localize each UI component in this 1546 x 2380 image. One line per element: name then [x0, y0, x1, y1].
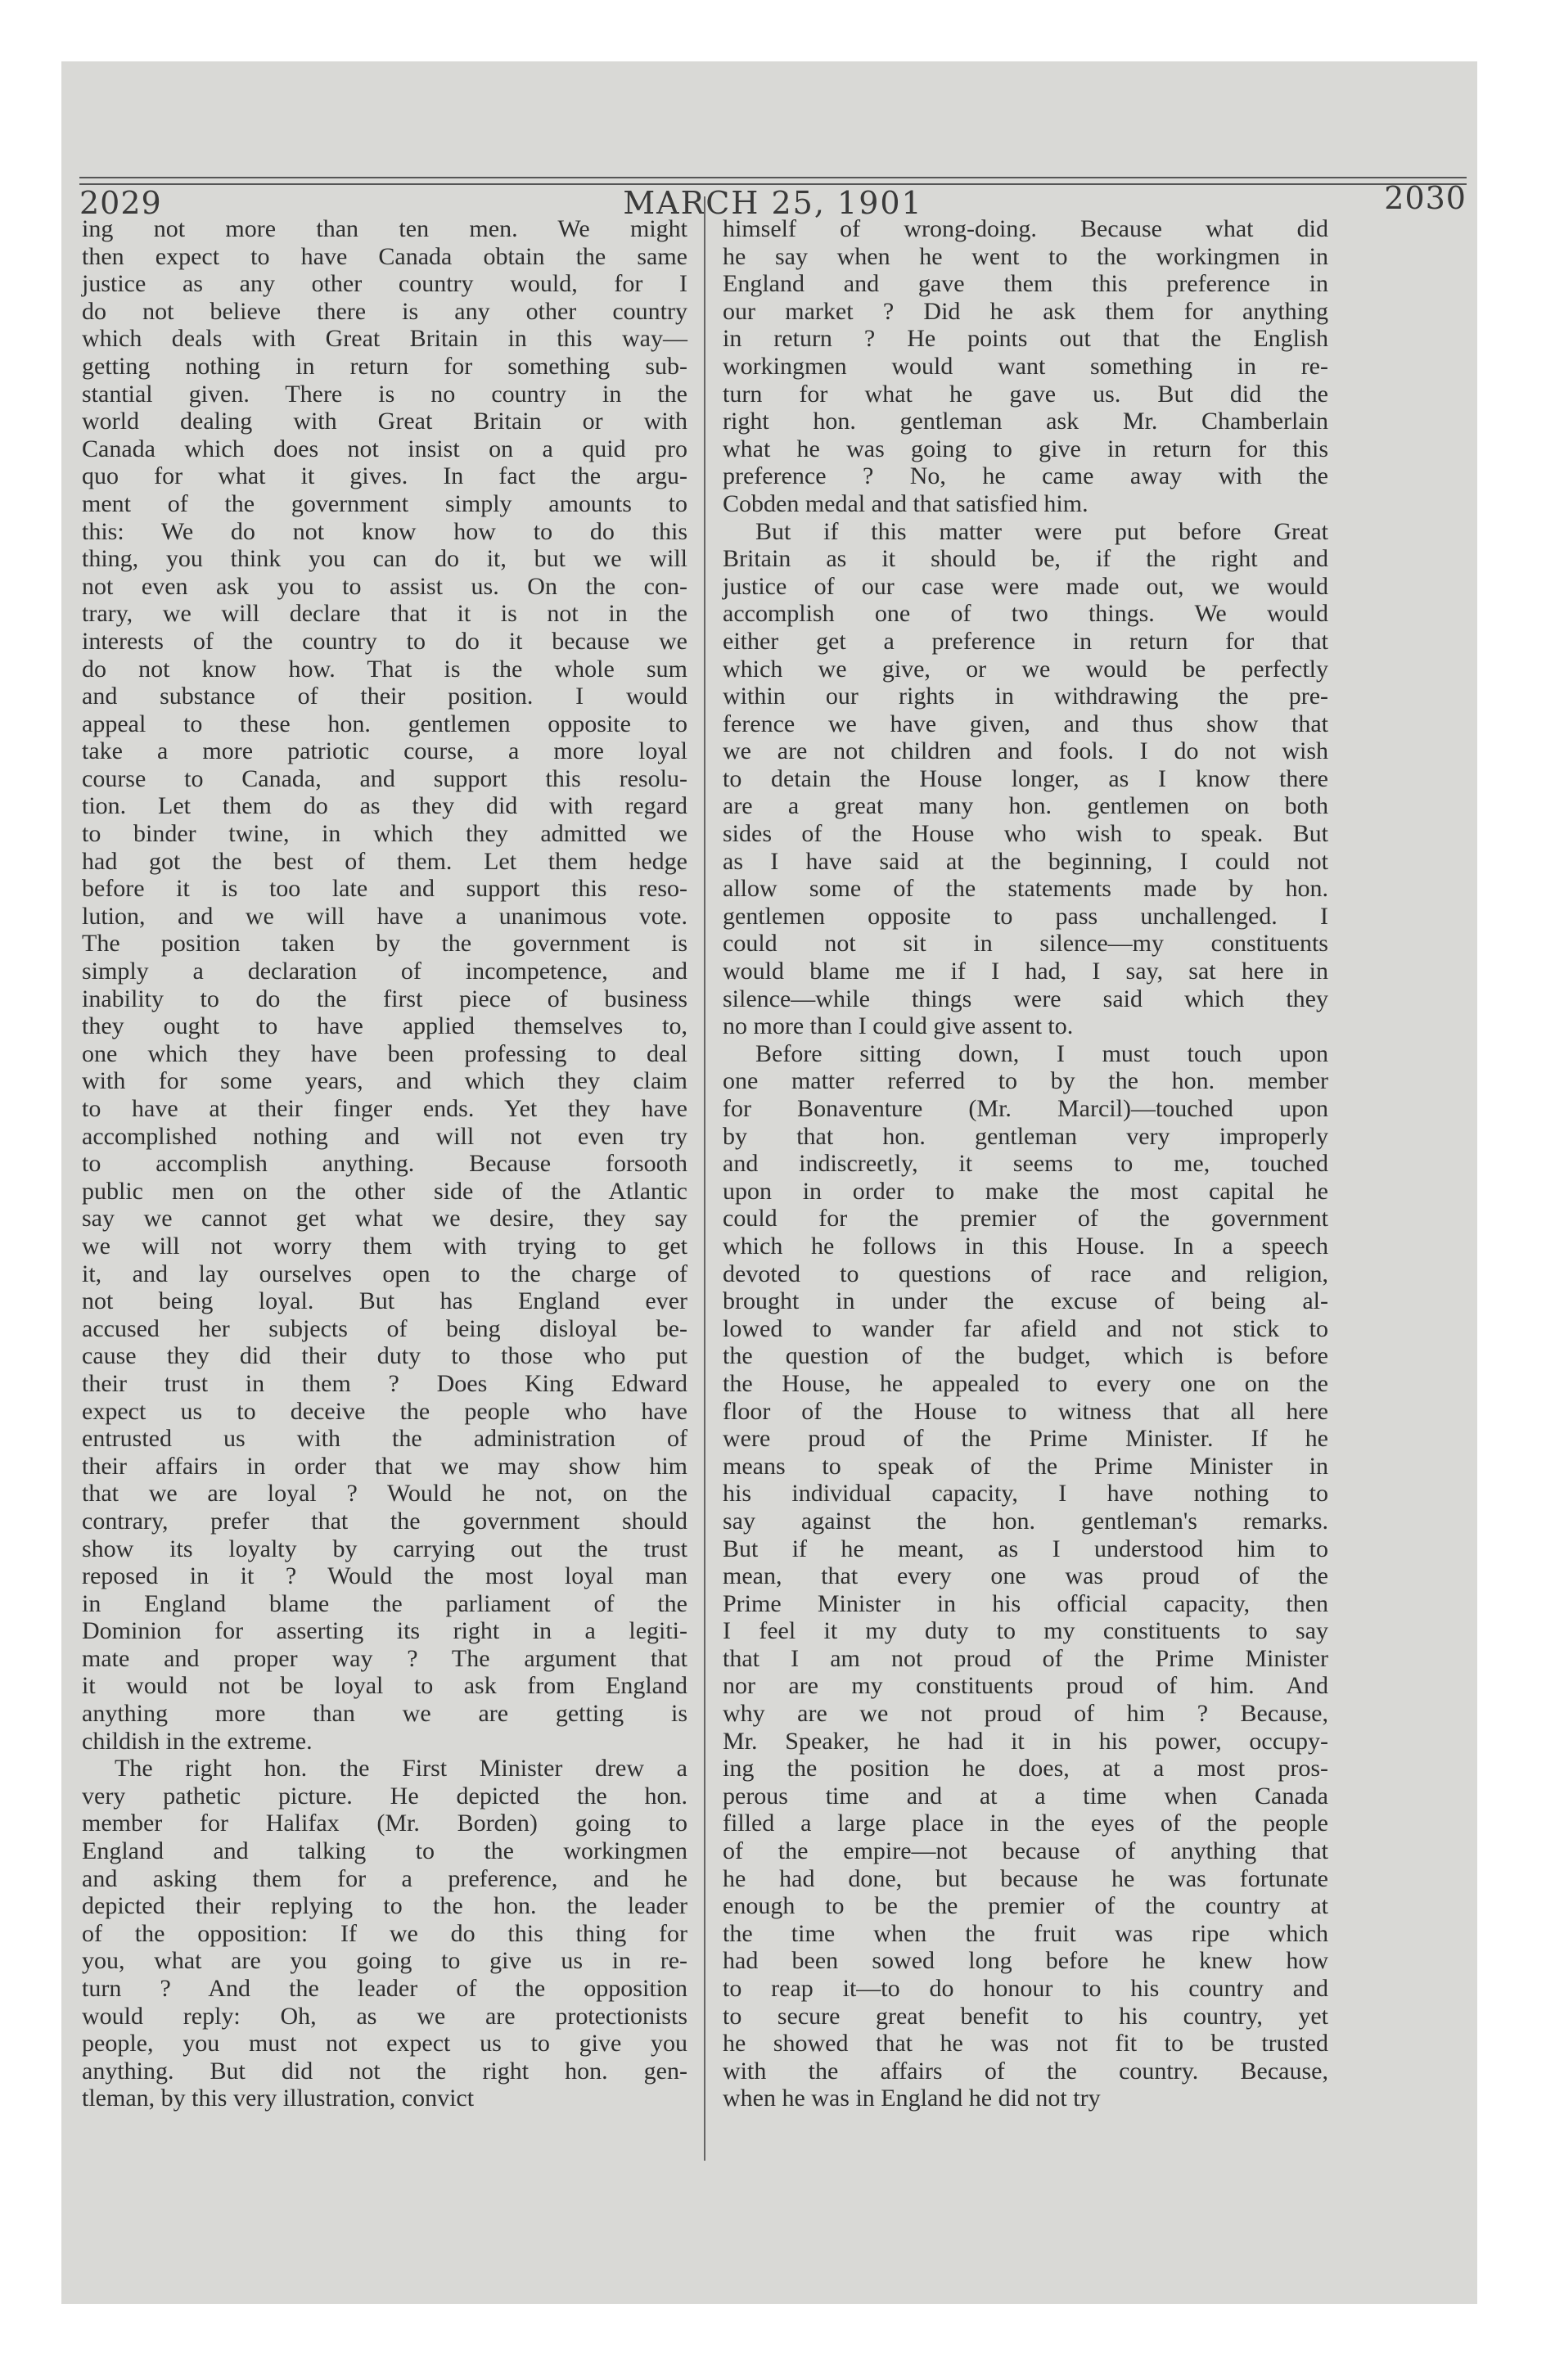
- text-line: their affairs in order that we may show him: [82, 1452, 687, 1480]
- text-line: which he follows in this House. In a speech: [723, 1232, 1328, 1260]
- text-line: right hon. gentleman ask Mr. Chamberlain: [723, 408, 1328, 435]
- text-line: nor are my constituents proud of him. And: [723, 1672, 1328, 1700]
- text-line: floor of the House to witness that all here: [723, 1397, 1328, 1425]
- text-line: the time when the fruit was ripe which: [723, 1919, 1328, 1947]
- text-line: silence—while things were said which they: [723, 985, 1328, 1012]
- text-line: thing, you think you can do it, but we will: [82, 545, 687, 573]
- text-line: show its loyalty by carrying out the trust: [82, 1535, 687, 1562]
- text-line: means to speak of the Prime Minister in: [723, 1452, 1328, 1480]
- text-line: expect us to deceive the people who have: [82, 1397, 687, 1425]
- page-header: [0, 121, 1546, 221]
- text-line: anything more than we are getting is: [82, 1700, 687, 1728]
- text-line: world dealing with Great Britain or with: [82, 408, 687, 435]
- text-line: stantial given. There is no country in the: [82, 380, 687, 408]
- text-line: trary, we will declare that it is not in the: [82, 600, 687, 628]
- text-line: England and talking to the workingmen: [82, 1837, 687, 1865]
- text-line: no more than I could give assent to.: [723, 1012, 1074, 1040]
- text-line: contrary, prefer that the government should: [82, 1507, 687, 1535]
- text-line: within our rights in withdrawing the pre-: [723, 683, 1328, 710]
- header-rule-top: [79, 177, 1467, 178]
- text-line: the House, he appealed to every one on the: [723, 1369, 1328, 1397]
- text-line: Britain as it should be, if the right and: [723, 545, 1328, 573]
- text-line: sides of the House who wish to speak. But: [723, 820, 1328, 848]
- text-line: accused her subjects of being disloyal be-: [82, 1314, 687, 1342]
- text-line: by that hon. gentleman very improperly: [723, 1122, 1328, 1150]
- text-line: to detain the House longer, as I know there: [723, 764, 1328, 792]
- text-line: very pathetic picture. He depicted the hon.: [82, 1782, 687, 1810]
- text-line: had been sowed long before he knew how: [723, 1947, 1328, 1975]
- text-line: the question of the budget, which is before: [723, 1342, 1328, 1370]
- text-line: But if this matter were put before Great: [755, 517, 1328, 545]
- text-line: he showed that he was not fit to be trusted: [723, 2030, 1328, 2058]
- text-line: say against the hon. gentleman's remarks.: [723, 1507, 1328, 1535]
- text-line: their trust in them ? Does King Edward: [82, 1369, 687, 1397]
- text-line: public men on the other side of the Atlantic: [82, 1177, 687, 1205]
- text-line: The position taken by the government is: [82, 930, 687, 958]
- text-line: lution, and we will have a unanimous vote.: [82, 902, 687, 930]
- text-line: enough to be the premier of the country at: [723, 1892, 1328, 1920]
- text-line: England and gave them this preference in: [723, 270, 1328, 298]
- text-line: The right hon. the First Minister drew a: [115, 1755, 687, 1783]
- text-line: reposed in it ? Would the most loyal man: [82, 1562, 687, 1590]
- text-line: Cobden medal and that satisfied him.: [723, 489, 1089, 517]
- text-line: before it is too late and support this reso-: [82, 875, 687, 903]
- text-line: accomplish one of two things. We would: [723, 600, 1328, 628]
- text-line: Before sitting down, I must touch upon: [755, 1039, 1328, 1067]
- text-line: to reap it—to do honour to his country and: [723, 1975, 1328, 2002]
- text-line: which we give, or we would be perfectly: [723, 655, 1328, 683]
- page-number-right: 2030: [1384, 180, 1467, 216]
- text-line: preference ? No, he came away with the: [723, 462, 1328, 490]
- text-line: had got the best of them. Let them hedge: [82, 847, 687, 875]
- text-line: accomplished nothing and will not even try: [82, 1122, 687, 1150]
- text-line: not even ask you to assist us. On the con-: [82, 572, 687, 600]
- right-column: [723, 215, 1328, 2112]
- text-line: of the empire—not because of anything that: [723, 1837, 1328, 1865]
- text-line: justice of our case were made out, we would: [723, 572, 1328, 600]
- text-line: do not believe there is any other country: [82, 297, 687, 325]
- text-line: to secure great benefit to his country, yet: [723, 2002, 1328, 2030]
- text-line: we are not children and fools. I do not wish: [723, 737, 1328, 765]
- text-line: what he was going to give in return for this: [723, 435, 1328, 462]
- text-line: you, what are you going to give us in re-: [82, 1947, 687, 1975]
- text-line: Mr. Speaker, he had it in his power, occupy-: [723, 1727, 1328, 1755]
- text-line: getting nothing in return for something sub-: [82, 352, 687, 380]
- text-line: would reply: Oh, as we are protectionists: [82, 2002, 687, 2030]
- text-line: allow some of the statements made by hon.: [723, 875, 1328, 903]
- text-line: devoted to questions of race and religion,: [723, 1260, 1328, 1287]
- text-line: tleman, by this very illustration, convict: [82, 2085, 475, 2112]
- text-line: people, you must not expect us to give you: [82, 2030, 687, 2058]
- text-line: when he was in England he did not try: [723, 2085, 1101, 2112]
- text-line: depicted their replying to the hon. the leader: [82, 1892, 687, 1920]
- text-line: turn for what he gave us. But did the: [723, 380, 1328, 408]
- text-line: one which they have been professing to deal: [82, 1039, 687, 1067]
- text-line: which deals with Great Britain in this way—: [82, 325, 687, 353]
- text-line: it would not be loyal to ask from England: [82, 1672, 687, 1700]
- text-line: of the opposition: If we do this thing for: [82, 1919, 687, 1947]
- text-line: it, and lay ourselves open to the charge of: [82, 1260, 687, 1287]
- text-line: turn ? And the leader of the opposition: [82, 1975, 687, 2002]
- text-line: could not sit in silence—my constituents: [723, 930, 1328, 958]
- text-line: appeal to these hon. gentlemen opposite to: [82, 710, 687, 737]
- text-line: not being loyal. But has England ever: [82, 1287, 687, 1315]
- text-line: Canada which does not insist on a quid pro: [82, 435, 687, 462]
- text-line: ment of the government simply amounts to: [82, 489, 687, 517]
- text-line: in return ? He points out that the English: [723, 325, 1328, 353]
- text-line: inability to do the first piece of business: [82, 985, 687, 1012]
- text-line: that we are loyal ? Would he not, on the: [82, 1480, 687, 1508]
- text-line: take a more patriotic course, a more loyal: [82, 737, 687, 765]
- text-line: gentlemen opposite to pass unchallenged. I: [723, 902, 1328, 930]
- text-line: why are we not proud of him ? Because,: [723, 1700, 1328, 1728]
- text-line: But if he meant, as I understood him to: [723, 1535, 1328, 1562]
- text-line: tion. Let them do as they did with regard: [82, 792, 687, 820]
- text-line: one matter referred to by the hon. member: [723, 1067, 1328, 1095]
- text-line: mean, that every one was proud of the: [723, 1562, 1328, 1590]
- text-line: with the affairs of the country. Because,: [723, 2057, 1328, 2085]
- column-divider: [704, 196, 705, 2161]
- left-column: [82, 215, 687, 2112]
- text-line: brought in under the excuse of being al-: [723, 1287, 1328, 1315]
- text-line: they ought to have applied themselves to,: [82, 1012, 687, 1040]
- text-line: lowed to wander far afield and not stick to: [723, 1314, 1328, 1342]
- text-line: he say when he went to the workingmen in: [723, 242, 1328, 270]
- text-line: this: We do not know how to do this: [82, 517, 687, 545]
- text-line: to accomplish anything. Because forsooth: [82, 1150, 687, 1178]
- text-line: then expect to have Canada obtain the same: [82, 242, 687, 270]
- text-line: upon in order to make the most capital he: [723, 1177, 1328, 1205]
- text-line: do not know how. That is the whole sum: [82, 655, 687, 683]
- text-line: we will not worry them with trying to get: [82, 1232, 687, 1260]
- text-line: and asking them for a preference, and he: [82, 1864, 687, 1892]
- text-line: entrusted us with the administration of: [82, 1425, 687, 1453]
- text-line: could for the premier of the government: [723, 1205, 1328, 1233]
- text-line: his individual capacity, I have nothing to: [723, 1480, 1328, 1508]
- text-line: to binder twine, in which they admitted we: [82, 820, 687, 848]
- text-line: our market ? Did he ask them for anything: [723, 297, 1328, 325]
- header-rule-bottom: [79, 183, 1467, 185]
- text-line: Dominion for asserting its right in a legiti-: [82, 1617, 687, 1645]
- page-number-left: 2029: [79, 185, 162, 221]
- text-line: either get a preference in return for that: [723, 627, 1328, 655]
- header-date: MARCH 25, 1901: [623, 185, 923, 221]
- text-line: course to Canada, and support this resolu-: [82, 764, 687, 792]
- text-line: and substance of their position. I would: [82, 683, 687, 710]
- text-line: mate and proper way ? The argument that: [82, 1644, 687, 1672]
- text-line: as I have said at the beginning, I could not: [723, 847, 1328, 875]
- text-line: interests of the country to do it because we: [82, 627, 687, 655]
- text-line: member for Halifax (Mr. Borden) going to: [82, 1810, 687, 1837]
- text-line: justice as any other country would, for I: [82, 270, 687, 298]
- text-line: filled a large place in the eyes of the people: [723, 1810, 1328, 1837]
- text-line: I feel it my duty to my constituents to say: [723, 1617, 1328, 1645]
- text-line: in England blame the parliament of the: [82, 1589, 687, 1617]
- text-line: perous time and at a time when Canada: [723, 1782, 1328, 1810]
- text-line: to have at their finger ends. Yet they have: [82, 1095, 687, 1122]
- text-line: cause they did their duty to those who put: [82, 1342, 687, 1370]
- text-line: Prime Minister in his official capacity, then: [723, 1589, 1328, 1617]
- text-line: ing the position he does, at a most pros-: [723, 1755, 1328, 1783]
- text-line: himself of wrong-doing. Because what did: [723, 215, 1328, 242]
- text-line: he had done, but because he was fortunate: [723, 1864, 1328, 1892]
- text-line: and indiscreetly, it seems to me, touched: [723, 1150, 1328, 1178]
- text-line: for Bonaventure (Mr. Marcil)—touched upon: [723, 1095, 1328, 1122]
- text-line: workingmen would want something in re-: [723, 352, 1328, 380]
- text-line: anything. But did not the right hon. gen-: [82, 2057, 687, 2085]
- text-line: with for some years, and which they claim: [82, 1067, 687, 1095]
- text-line: ing not more than ten men. We might: [82, 215, 687, 242]
- text-line: would blame me if I had, I say, sat here in: [723, 958, 1328, 985]
- text-line: were proud of the Prime Minister. If he: [723, 1425, 1328, 1453]
- text-line: ference we have given, and thus show that: [723, 710, 1328, 737]
- text-line: quo for what it gives. In fact the argu-: [82, 462, 687, 490]
- text-line: are a great many hon. gentlemen on both: [723, 792, 1328, 820]
- text-line: childish in the extreme.: [82, 1727, 313, 1755]
- text-line: that I am not proud of the Prime Minister: [723, 1644, 1328, 1672]
- text-line: say we cannot get what we desire, they say: [82, 1205, 687, 1233]
- text-line: simply a declaration of incompetence, and: [82, 958, 687, 985]
